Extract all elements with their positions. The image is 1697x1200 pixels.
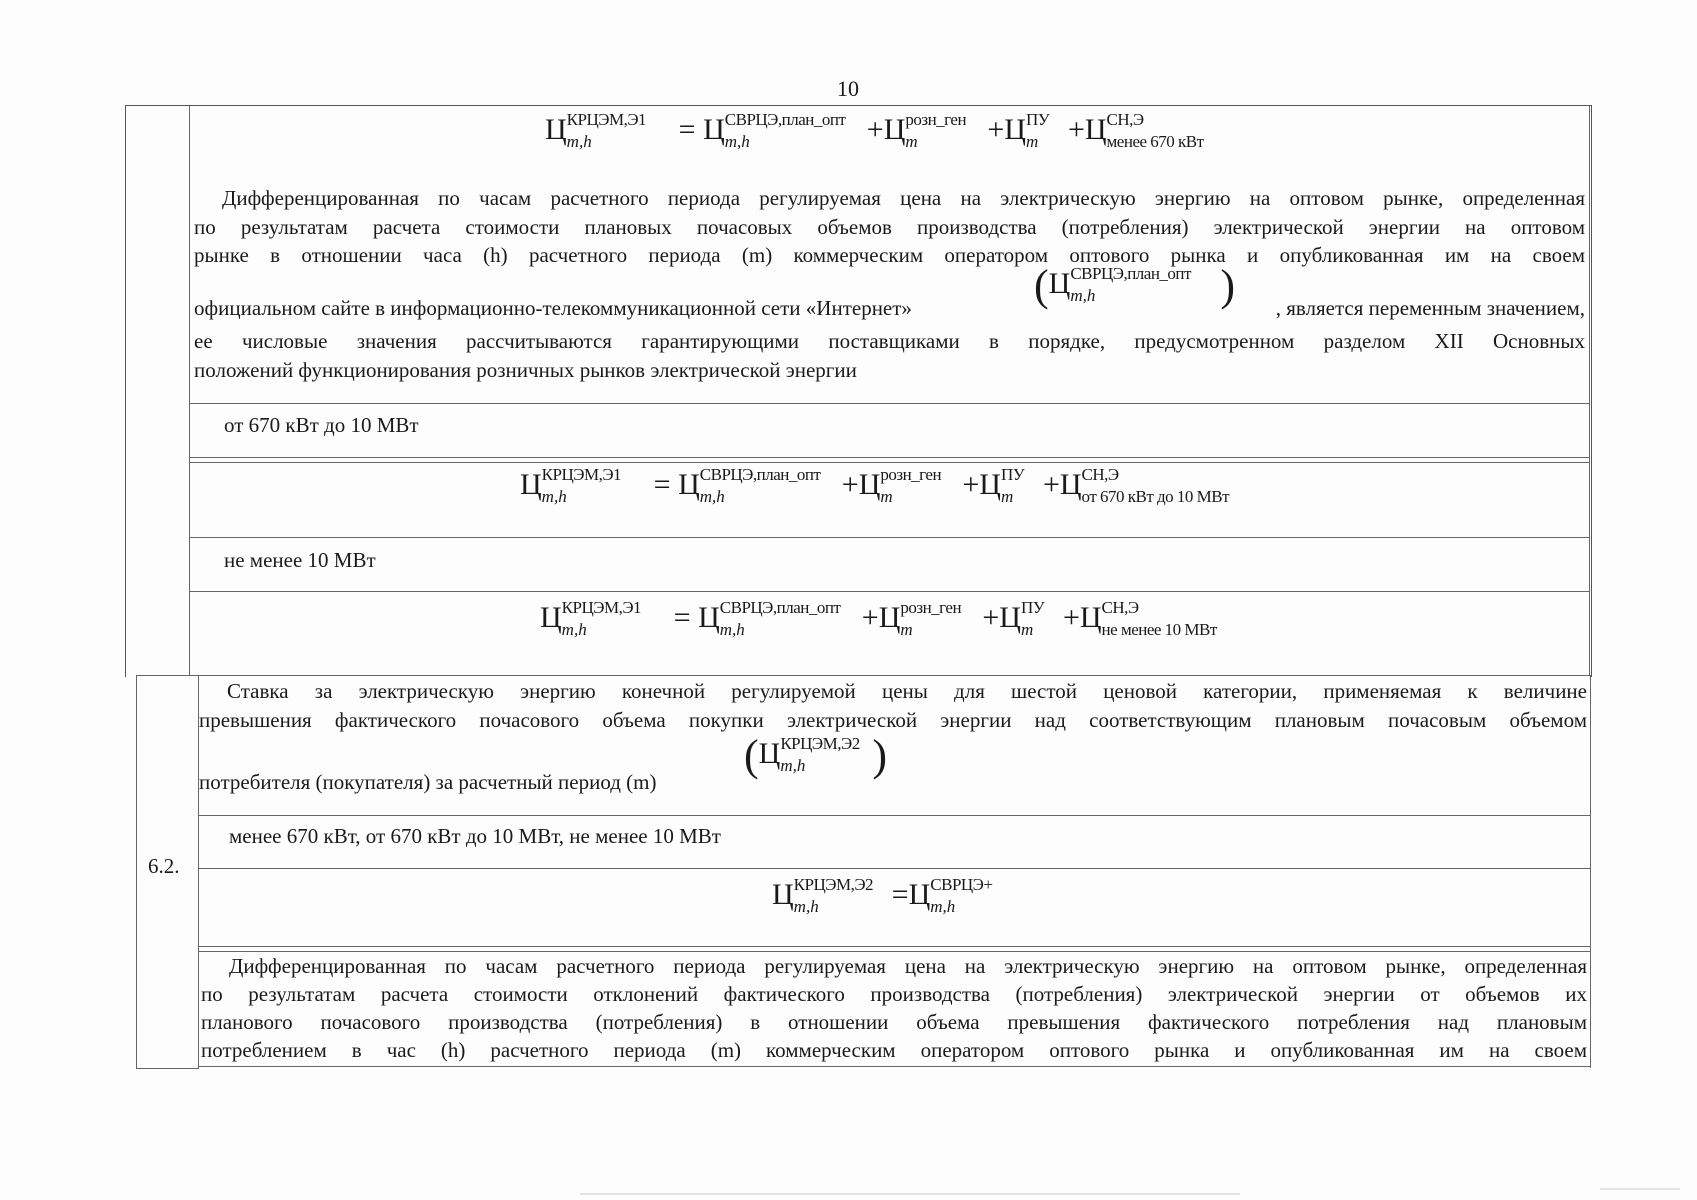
- formula-e2: Ц КРЦЭМ,Э2 m,h =Ц СВРЦЭ+ m,h: [772, 875, 993, 916]
- scan-artifact: [1600, 1188, 1680, 1190]
- row-divider: [190, 462, 1590, 463]
- formula-670-to-10: Ц КРЦЭМ,Э1 m,h = Ц СВРЦЭ,план_опт m,h +Ц розн_ген m +Ц ПУ m +Ц СН,Э от 670 кВт до 10 МВт: [520, 465, 1230, 506]
- paragraph-svrce-tail: ее числовые значения рассчитываются гарантирующими поставщиками в порядке, предусмотренном разделом XII Основных положений функционирования розничных рынков электрической энергии: [194, 329, 1585, 382]
- row-divider: [199, 815, 1591, 816]
- left-border: [136, 676, 137, 1068]
- paragraph-svrce-definition: Дифференцированная по часам расчетного периода регулируемая цена на электрическую энергию на оптовом рынке, определенная по результатам расчета стоимости плановых почасовых объемов производства (потребления) электрической энергии на оптовом рынке в отношении часа (h) расчетного периода (m) коммерческим оператором оптового рынка и опубликованная им на своем: [194, 186, 1585, 267]
- row-number-6-2: 6.2.: [148, 854, 180, 878]
- row-divider: [199, 868, 1591, 869]
- formula-not-less-10: Ц КРЦЭМ,Э1 m,h = Ц СВРЦЭ,план_опт m,h +Ц розн_ген m +Ц ПУ m +Ц СН,Э не менее 10 МВт: [540, 598, 1217, 639]
- paragraph-e2-line3: потребителя (покупателя) за расчетный период (m) (Ц КРЦЭМ,Э2 m,h ): [199, 731, 887, 794]
- row-divider: [190, 403, 1590, 404]
- inline-formula-svrce: (Ц СВРЦЭ,план_опт m,h ): [1034, 261, 1235, 310]
- page-number: 10: [837, 76, 859, 101]
- formula-below-670: Ц КРЦЭМ,Э1 m,h = Ц СВРЦЭ,план_опт m,h +Ц розн_ген m +Ц ПУ m +Ц СН,Э менее 670 кВт: [545, 110, 1204, 151]
- bottom-border: [136, 1068, 199, 1069]
- label-670-to-10: от 670 кВт до 10 МВт: [224, 413, 419, 437]
- row-6-2-top-border: [136, 675, 1591, 676]
- right-border: [1590, 676, 1591, 1068]
- formula-term-rozn-gen: Ц розн_ген m: [883, 110, 967, 151]
- row-divider: [199, 946, 1591, 947]
- scan-artifact: [580, 1193, 1240, 1195]
- paragraph-e2-rate: Ставка за электрическую энергию конечной регулируемой цены для шестой ценовой категории, применяемая к величине превышения фактического почасового объема покупки электрической энергии над соответствующим плановым почасовым объемом: [199, 679, 1587, 732]
- formula-term-pu: Ц ПУ m: [1004, 110, 1050, 151]
- paragraph-line-with-formula: официальном сайте в информационно-телекоммуникационной сети «Интернет» (Ц СВРЦЭ,план_опт m,h ) , является переменным значением,: [194, 261, 1585, 320]
- label-all-capacities: менее 670 кВт, от 670 кВт до 10 МВт, не менее 10 МВт: [229, 824, 721, 848]
- formula-term-svrce: Ц СВРЦЭ,план_опт m,h: [703, 110, 846, 151]
- row-divider: [190, 537, 1590, 538]
- paragraph-svrce-plus-definition: Дифференцированная по часам расчетного периода регулируемая цена на электрическую энергию на оптовом рынке, определенная по результатам расчета стоимости отклонений фактического производства (потребления) электрической энергии от объемов их планового почасового производства (потребления) в отношении объема превышения фактического потребления над плановым потреблением в час (h) расчетного периода (m) коммерческим оператором оптового рынка и опубликованная им на своем: [201, 954, 1587, 1062]
- label-not-less-10: не менее 10 МВт: [224, 548, 376, 572]
- row-divider: [190, 457, 1590, 458]
- formula-term-sne: Ц СН,Э менее 670 кВт: [1084, 110, 1204, 151]
- row-divider: [190, 591, 1590, 592]
- inline-formula-e2: (Ц КРЦЭМ,Э2 m,h ): [744, 731, 887, 780]
- bottom-border: [198, 1066, 1591, 1067]
- formula-lhs: Ц КРЦЭМ,Э1 m,h: [545, 110, 647, 151]
